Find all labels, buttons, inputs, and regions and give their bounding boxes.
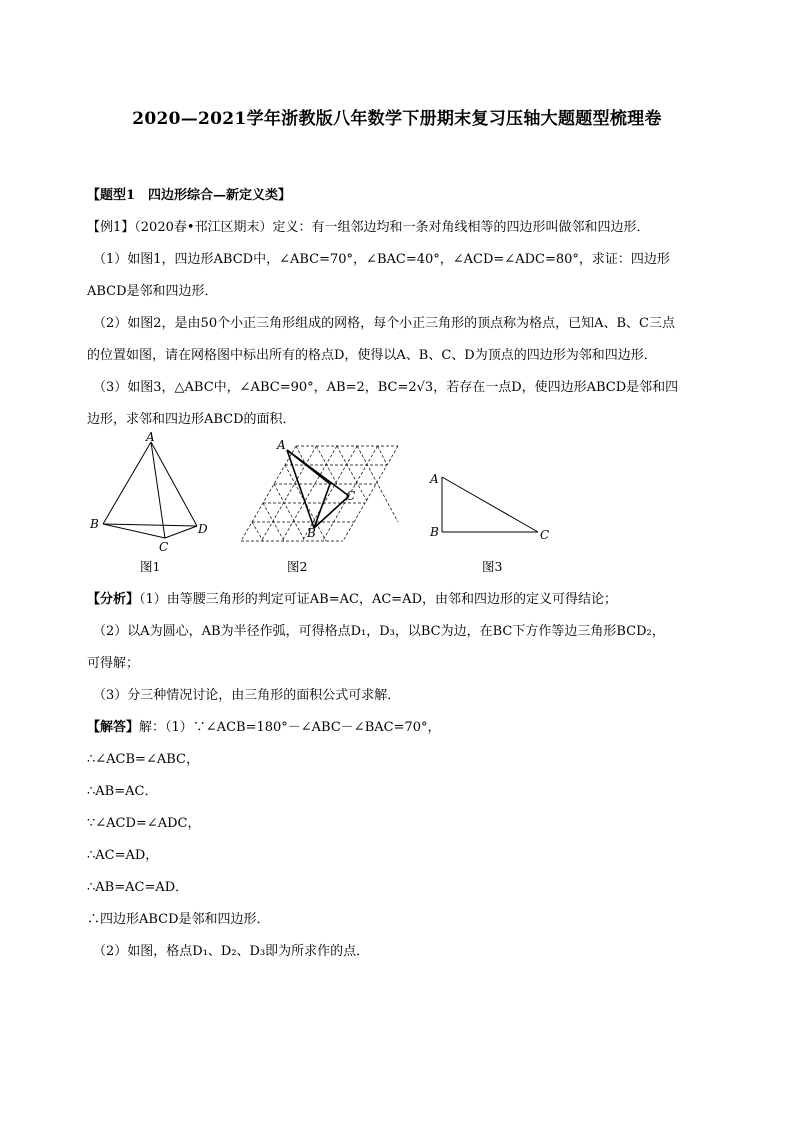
example-tag: 【例1】 [87, 220, 135, 235]
figure-3 [420, 462, 570, 546]
answer-step-6: ∴四边形ABCD是邻和四边形． [87, 912, 270, 927]
answer-tag: 【解答】 [87, 720, 140, 735]
answer-step-4: ∴AC=AD， [87, 848, 159, 863]
question-1-line-2: ABCD是邻和四边形． [87, 284, 218, 299]
fig3-label-a: A [430, 472, 439, 486]
analysis-line-2: （2）以A为圆心，AB为半径作弧，可得格点D₁，D₃，以BC为边，在BC下方作等边三角形BCD₂， [93, 624, 665, 639]
analysis-line-4: （3）分三种情况讨论，由三角形的面积公式可求解． [93, 688, 401, 703]
answer-line-1 [87, 720, 441, 736]
example-intro [87, 220, 650, 236]
document-title: 2020—2021学年浙教版八年数学下册期末复习压轴大题题型梳理卷 [132, 109, 662, 129]
question-2-line-1: （2）如图2，是由50个小正三角形组成的网格，每个小正三角形的顶点称为格点，已知A、B、C三点 [93, 316, 675, 331]
figure-3-caption: 图3 [482, 559, 503, 574]
question-3-line-1: （3）如图3，△ABC中，∠ABC=90°，AB=2，BC=2√3，若存在一点D，使四边形ABCD是邻和四 [93, 380, 679, 395]
analysis-line-3: 可得解； [87, 656, 140, 671]
answer-step-2: ∴AB=AC． [87, 784, 158, 799]
fig2-label-a: A [277, 438, 286, 452]
fig3-label-c: C [540, 528, 550, 542]
question-2-line-2: 的位置如图，请在网格图中标出所有的格点D，使得以A、B、C、D为顶点的四边形为邻和四边形． [87, 348, 657, 363]
answer-step-3: ∵∠ACD=∠ADC， [87, 816, 201, 831]
analysis-tag: 【分析】 [87, 592, 140, 607]
analysis-line-1 [87, 592, 617, 608]
fig2-label-b: B [307, 526, 316, 540]
answer-step-1: ∴∠ACB=∠ABC， [87, 752, 199, 767]
fig1-label-d: D [198, 522, 208, 536]
question-1-line-1: （1）如图1，四边形ABCD中，∠ABC=70°，∠BAC=40°，∠ACD=∠ADC=80°，求证：四边形 [93, 252, 670, 267]
fig3-label-b: B [430, 525, 439, 539]
figure-2-caption: 图2 [287, 559, 308, 574]
answer-step-5: ∴AB=AC=AD． [87, 880, 189, 895]
example-text: （2020春•邗江区期末）定义：有一组邻边均和一条对角线相等的四边形叫做邻和四边形． [134, 220, 650, 235]
fig1-label-c: C [159, 540, 169, 554]
figure-1 [85, 430, 215, 560]
fig1-label-a: A [146, 430, 155, 444]
answer-line-2: （2）如图，格点D₁、D₂、D₃即为所求作的点． [93, 944, 370, 959]
fig1-label-b: B [90, 517, 99, 531]
analysis-text-1: （1）由等腰三角形的判定可证AB=AC，AC=AD，由邻和四边形的定义可得结论； [139, 592, 617, 607]
answer-text-1: 解：（1）∵∠ACB=180°－∠ABC－∠BAC=70°， [139, 720, 441, 735]
fig2-label-c: C [346, 489, 356, 503]
question-3-line-2: 边形，求邻和四边形ABCD的面积． [87, 412, 296, 427]
figure-2 [234, 436, 410, 548]
section-heading: 【题型1 四边形综合—新定义类】 [87, 188, 292, 203]
figure-1-caption: 图1 [140, 559, 161, 574]
